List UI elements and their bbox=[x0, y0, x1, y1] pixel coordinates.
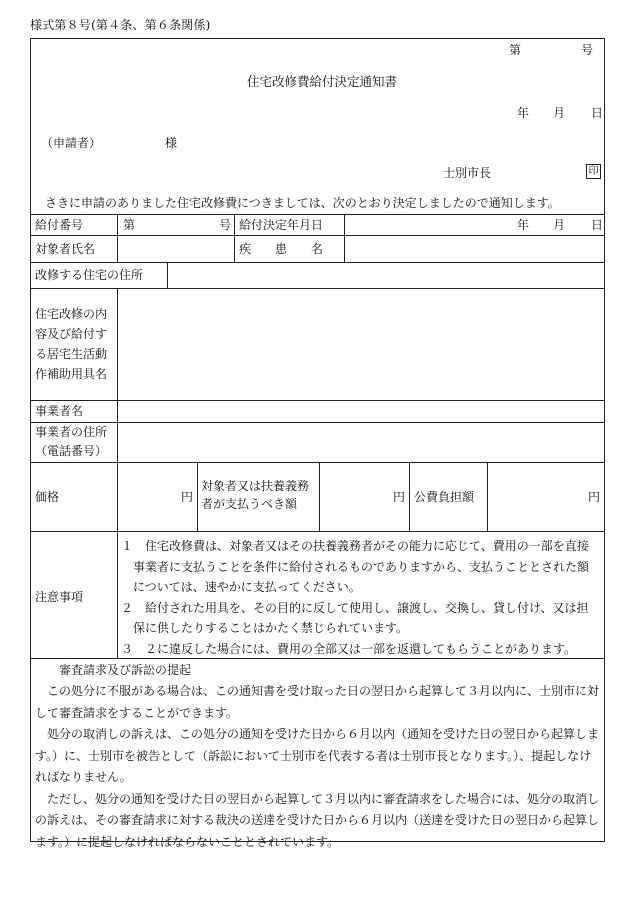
decision-month: 月 bbox=[553, 218, 566, 232]
applicant-label: （申請者） bbox=[41, 136, 102, 150]
notice-sheet bbox=[30, 38, 605, 849]
illness-label: 疾 患 名 bbox=[239, 242, 324, 256]
vendor-name-label: 事業者名 bbox=[35, 404, 84, 418]
note-item: １ 住宅改修費は、対象者又はその扶養義務者がその能力に応じて、費用の一部を直接事業者に支払うことを条件に給付されるものでありますから、支払うこととされた額については、速やかに支払ってください。 bbox=[121, 539, 590, 594]
address-label: 改修する住宅の住所 bbox=[35, 268, 144, 282]
date-day: 日 bbox=[591, 106, 604, 120]
appeal-body bbox=[35, 681, 601, 853]
document-title: 住宅改修費給付決定通知書 bbox=[247, 74, 398, 89]
grant-number-label: 給付番号 bbox=[35, 218, 84, 232]
number-suffix: 号 bbox=[581, 43, 594, 57]
appeal-paragraph: ただし、処分の通知を受けた日の翌日から起算して３月以内に審査請求をした場合には、処分の取消しの訴えは、その審査請求に対する裁決の送達を受けた日から６月以内（送達を受けた日の翌日から起算します。）に提起しなければならないこととされています。 bbox=[35, 791, 600, 849]
appeal-paragraph: 処分の取消しの訴えは、この処分の通知を受けた日から６月以内（通知を受けた日の翌日から起算します。）に、士別市を被告として（訴訟において士別市を代表する者は士別市長となります。）、提起しなければなりません。 bbox=[35, 727, 600, 784]
issuer-label: 士別市長 bbox=[443, 166, 492, 180]
content-label: 住宅改修の内容及び給付する居宅生活動作補助用具名 bbox=[35, 307, 108, 381]
payer-label: 対象者又は扶養義務者が支払うべき額 bbox=[201, 479, 310, 511]
appeal-paragraph: この処分に不服がある場合は、この通知書を受け取った日の翌日から起算して３月以内に、士別市に対して審査請求をすることができます。 bbox=[35, 684, 600, 720]
subject-name-label: 対象者氏名 bbox=[35, 242, 96, 256]
notes-label: 注意事項 bbox=[35, 590, 84, 604]
public-yen: 円 bbox=[588, 490, 601, 504]
price-label: 価格 bbox=[35, 490, 60, 504]
note-item: ２ 給付された用具を、その目的に反して使用し、譲渡し、交換し、貸し付け、又は担保に供したりすることはかたく禁じられています。 bbox=[121, 600, 589, 635]
form-label: 様式第８号(第４条、第６条関係) bbox=[30, 18, 211, 32]
price-yen: 円 bbox=[181, 490, 194, 504]
decision-date-label: 給付決定年月日 bbox=[239, 218, 324, 232]
grant-number-prefix: 第 bbox=[123, 218, 136, 232]
seal-mark: 印 bbox=[586, 164, 601, 179]
honorific: 様 bbox=[165, 136, 178, 150]
grant-number-suffix: 号 bbox=[219, 218, 232, 232]
date-month: 月 bbox=[553, 106, 566, 120]
date-year: 年 bbox=[517, 106, 530, 120]
decision-year: 年 bbox=[517, 218, 530, 232]
appeal-heading: 審査請求及び訴訟の提起 bbox=[59, 663, 192, 677]
payer-yen: 円 bbox=[393, 490, 406, 504]
decision-day: 日 bbox=[591, 218, 604, 232]
intro-text: さきに申請のありました住宅改修費につきましては、次のとおり決定しましたので通知します。 bbox=[45, 196, 560, 210]
public-burden-label: 公費負担額 bbox=[414, 490, 475, 504]
notes-list bbox=[121, 536, 599, 659]
note-item: ３ ２に違反した場合には、費用の全部又は一部を返還してもらうことがあります。 bbox=[121, 641, 577, 656]
vendor-address-label: 事業者の住所（電話番号） bbox=[35, 425, 108, 458]
number-prefix: 第 bbox=[509, 43, 522, 57]
